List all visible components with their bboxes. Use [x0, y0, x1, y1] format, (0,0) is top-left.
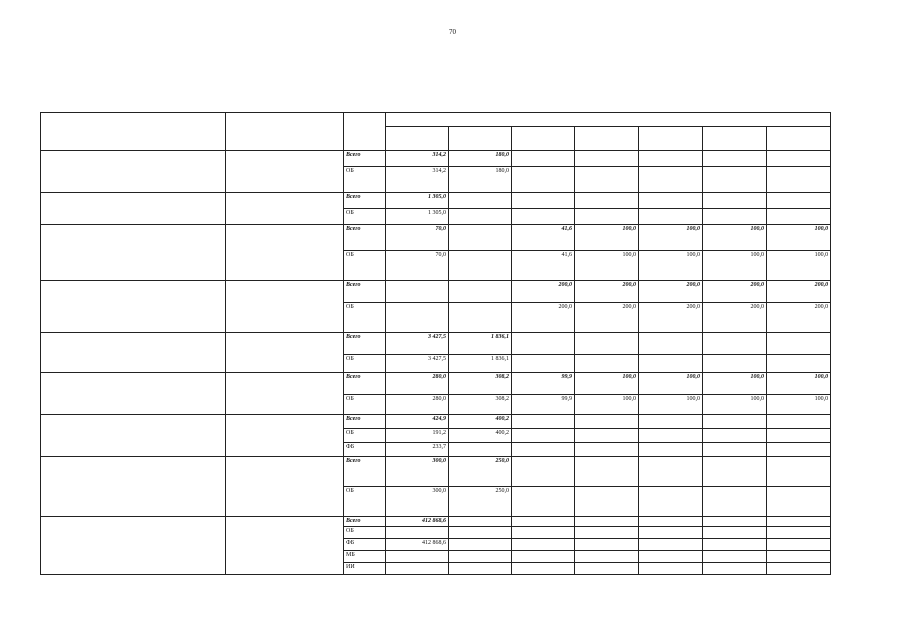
- amount-cell: [512, 551, 575, 563]
- header-program-name: [41, 113, 226, 151]
- funding-source-cell: ОБ: [344, 209, 386, 225]
- amount-cell: [639, 563, 703, 575]
- amount-cell: 191,2: [386, 429, 449, 443]
- amount-cell: 100,0: [639, 373, 703, 395]
- amount-cell: 400,2: [449, 415, 512, 429]
- amount-cell: 1 836,1: [449, 333, 512, 355]
- header-year: [512, 127, 575, 151]
- amount-cell: 400,2: [449, 429, 512, 443]
- table-row: [41, 457, 831, 487]
- amount-cell: 200,0: [575, 281, 639, 303]
- amount-cell: 200,0: [703, 281, 767, 303]
- amount-cell: [575, 333, 639, 355]
- amount-cell: [575, 517, 639, 527]
- page-number: 70: [449, 28, 456, 36]
- executor-cell: [226, 151, 344, 193]
- amount-cell: [639, 443, 703, 457]
- amount-cell: 3 427,5: [386, 333, 449, 355]
- amount-cell: [639, 333, 703, 355]
- amount-cell: [703, 193, 767, 209]
- amount-cell: [703, 551, 767, 563]
- amount-cell: [512, 151, 575, 167]
- amount-cell: [703, 563, 767, 575]
- amount-cell: [449, 225, 512, 251]
- table-row: [41, 151, 831, 167]
- amount-cell: 424,9: [386, 415, 449, 429]
- table-row: [41, 415, 831, 429]
- program-name-cell: [41, 225, 226, 281]
- header-funding-source: [344, 113, 386, 151]
- amount-cell: 314,2: [386, 151, 449, 167]
- table-row: [41, 517, 831, 527]
- program-name-cell: [41, 373, 226, 415]
- amount-cell: [512, 539, 575, 551]
- amount-cell: [449, 193, 512, 209]
- amount-cell: 308,2: [449, 395, 512, 415]
- funding-source-cell: ИИ: [344, 563, 386, 575]
- header-year: [639, 127, 703, 151]
- amount-cell: [703, 151, 767, 167]
- program-name-cell: [41, 517, 226, 575]
- amount-cell: [575, 551, 639, 563]
- table-row: [41, 193, 831, 209]
- amount-cell: 100,0: [575, 225, 639, 251]
- amount-cell: [703, 487, 767, 517]
- executor-cell: [226, 517, 344, 575]
- amount-cell: [512, 415, 575, 429]
- amount-cell: [767, 443, 831, 457]
- executor-cell: [226, 193, 344, 225]
- amount-cell: 100,0: [639, 225, 703, 251]
- table-row: [41, 333, 831, 355]
- amount-cell: 300,0: [386, 487, 449, 517]
- funding-source-cell: ФБ: [344, 539, 386, 551]
- amount-cell: [575, 167, 639, 193]
- amount-cell: [767, 539, 831, 551]
- amount-cell: [703, 457, 767, 487]
- amount-cell: 280,0: [386, 373, 449, 395]
- amount-cell: [767, 517, 831, 527]
- funding-source-cell: Всего: [344, 281, 386, 303]
- amount-cell: [639, 429, 703, 443]
- funding-source-cell: ФБ: [344, 443, 386, 457]
- amount-cell: [512, 457, 575, 487]
- funding-source-cell: МБ: [344, 551, 386, 563]
- program-name-cell: [41, 281, 226, 333]
- funding-source-cell: ОБ: [344, 251, 386, 281]
- funding-source-cell: Всего: [344, 225, 386, 251]
- amount-cell: [512, 487, 575, 517]
- funding-source-cell: ОБ: [344, 487, 386, 517]
- amount-cell: [703, 355, 767, 373]
- amount-cell: [512, 563, 575, 575]
- amount-cell: 100,0: [703, 225, 767, 251]
- amount-cell: [449, 303, 512, 333]
- amount-cell: [512, 429, 575, 443]
- program-name-cell: [41, 333, 226, 373]
- amount-cell: 100,0: [703, 251, 767, 281]
- funding-source-cell: Всего: [344, 457, 386, 487]
- amount-cell: [703, 209, 767, 225]
- amount-cell: [767, 487, 831, 517]
- amount-cell: [575, 457, 639, 487]
- amount-cell: [703, 429, 767, 443]
- amount-cell: [449, 527, 512, 539]
- amount-cell: 41,6: [512, 225, 575, 251]
- amount-cell: 412 868,6: [386, 517, 449, 527]
- amount-cell: 100,0: [575, 395, 639, 415]
- amount-cell: [386, 281, 449, 303]
- amount-cell: [639, 457, 703, 487]
- amount-cell: 280,0: [386, 395, 449, 415]
- program-name-cell: [41, 415, 226, 457]
- amount-cell: [639, 209, 703, 225]
- amount-cell: [767, 333, 831, 355]
- amount-cell: 412 868,6: [386, 539, 449, 551]
- program-name-cell: [41, 151, 226, 193]
- amount-cell: [575, 209, 639, 225]
- amount-cell: [767, 551, 831, 563]
- amount-cell: 100,0: [767, 395, 831, 415]
- amount-cell: [639, 551, 703, 563]
- amount-cell: [575, 443, 639, 457]
- amount-cell: [575, 151, 639, 167]
- amount-cell: [512, 333, 575, 355]
- amount-cell: 250,0: [449, 457, 512, 487]
- funding-source-cell: Всего: [344, 151, 386, 167]
- amount-cell: [512, 443, 575, 457]
- amount-cell: [449, 443, 512, 457]
- amount-cell: [767, 563, 831, 575]
- amount-cell: [639, 355, 703, 373]
- header-year: [386, 127, 449, 151]
- amount-cell: 250,0: [449, 487, 512, 517]
- executor-cell: [226, 457, 344, 517]
- amount-cell: [449, 281, 512, 303]
- header-expenses: [386, 113, 831, 127]
- amount-cell: [767, 415, 831, 429]
- executor-cell: [226, 415, 344, 457]
- amount-cell: 99,9: [512, 373, 575, 395]
- amount-cell: [386, 303, 449, 333]
- amount-cell: [575, 487, 639, 517]
- amount-cell: 100,0: [767, 225, 831, 251]
- amount-cell: 200,0: [767, 303, 831, 333]
- amount-cell: [512, 355, 575, 373]
- amount-cell: [449, 539, 512, 551]
- amount-cell: 200,0: [639, 281, 703, 303]
- amount-cell: [639, 517, 703, 527]
- amount-cell: [767, 429, 831, 443]
- table-row: [41, 225, 831, 251]
- program-name-cell: [41, 193, 226, 225]
- amount-cell: 3 427,5: [386, 355, 449, 373]
- amount-cell: [767, 209, 831, 225]
- amount-cell: 100,0: [767, 251, 831, 281]
- header-year: [703, 127, 767, 151]
- amount-cell: 100,0: [639, 251, 703, 281]
- amount-cell: 200,0: [639, 303, 703, 333]
- program-name-cell: [41, 457, 226, 517]
- amount-cell: 200,0: [575, 303, 639, 333]
- amount-cell: [703, 415, 767, 429]
- amount-cell: 100,0: [575, 373, 639, 395]
- funding-source-cell: ОБ: [344, 303, 386, 333]
- amount-cell: [767, 167, 831, 193]
- amount-cell: [639, 151, 703, 167]
- amount-cell: [449, 551, 512, 563]
- amount-cell: [767, 527, 831, 539]
- funding-source-cell: Всего: [344, 373, 386, 395]
- amount-cell: 1 305,0: [386, 209, 449, 225]
- amount-cell: [639, 415, 703, 429]
- amount-cell: 308,2: [449, 373, 512, 395]
- amount-cell: 100,0: [703, 373, 767, 395]
- amount-cell: 200,0: [512, 303, 575, 333]
- header-year: [449, 127, 512, 151]
- funding-source-cell: ОБ: [344, 527, 386, 539]
- amount-cell: 41,6: [512, 251, 575, 281]
- amount-cell: 300,0: [386, 457, 449, 487]
- amount-cell: [639, 487, 703, 517]
- funding-source-cell: Всего: [344, 517, 386, 527]
- funding-source-cell: ОБ: [344, 355, 386, 373]
- amount-cell: [703, 517, 767, 527]
- amount-cell: 200,0: [703, 303, 767, 333]
- executor-cell: [226, 225, 344, 281]
- amount-cell: 70,0: [386, 251, 449, 281]
- amount-cell: [512, 517, 575, 527]
- amount-cell: [575, 193, 639, 209]
- amount-cell: 100,0: [639, 395, 703, 415]
- amount-cell: [703, 333, 767, 355]
- amount-cell: 180,0: [449, 167, 512, 193]
- amount-cell: [386, 563, 449, 575]
- header-year: [575, 127, 639, 151]
- funding-source-cell: Всего: [344, 415, 386, 429]
- amount-cell: 1 305,0: [386, 193, 449, 209]
- amount-cell: [703, 167, 767, 193]
- amount-cell: 100,0: [703, 395, 767, 415]
- amount-cell: [767, 457, 831, 487]
- amount-cell: [512, 209, 575, 225]
- funding-source-cell: Всего: [344, 333, 386, 355]
- amount-cell: [575, 563, 639, 575]
- amount-cell: [449, 563, 512, 575]
- amount-cell: 70,0: [386, 225, 449, 251]
- amount-cell: [512, 167, 575, 193]
- funding-source-cell: ОБ: [344, 395, 386, 415]
- amount-cell: [767, 355, 831, 373]
- amount-cell: 180,0: [449, 151, 512, 167]
- amount-cell: [703, 527, 767, 539]
- amount-cell: 1 836,1: [449, 355, 512, 373]
- executor-cell: [226, 281, 344, 333]
- amount-cell: [512, 193, 575, 209]
- table-row: [41, 281, 831, 303]
- funding-source-cell: Всего: [344, 193, 386, 209]
- funding-source-cell: ОБ: [344, 167, 386, 193]
- amount-cell: 100,0: [767, 373, 831, 395]
- amount-cell: [767, 193, 831, 209]
- amount-cell: [575, 355, 639, 373]
- amount-cell: [575, 429, 639, 443]
- amount-cell: [575, 415, 639, 429]
- amount-cell: 314,2: [386, 167, 449, 193]
- amount-cell: [449, 209, 512, 225]
- amount-cell: [575, 539, 639, 551]
- funding-source-cell: ОБ: [344, 429, 386, 443]
- amount-cell: 200,0: [512, 281, 575, 303]
- amount-cell: 233,7: [386, 443, 449, 457]
- amount-cell: [639, 167, 703, 193]
- amount-cell: [449, 251, 512, 281]
- amount-cell: 99,9: [512, 395, 575, 415]
- amount-cell: [512, 527, 575, 539]
- amount-cell: [703, 539, 767, 551]
- amount-cell: [639, 193, 703, 209]
- amount-cell: 200,0: [767, 281, 831, 303]
- amount-cell: [386, 551, 449, 563]
- header-year: [767, 127, 831, 151]
- amount-cell: [449, 517, 512, 527]
- amount-cell: [575, 527, 639, 539]
- header-executor: [226, 113, 344, 151]
- amount-cell: [386, 527, 449, 539]
- executor-cell: [226, 333, 344, 373]
- amount-cell: 100,0: [575, 251, 639, 281]
- amount-cell: [767, 151, 831, 167]
- amount-cell: [639, 527, 703, 539]
- executor-cell: [226, 373, 344, 415]
- table-row: [41, 373, 831, 395]
- amount-cell: [703, 443, 767, 457]
- amount-cell: [639, 539, 703, 551]
- budget-table: [40, 112, 831, 575]
